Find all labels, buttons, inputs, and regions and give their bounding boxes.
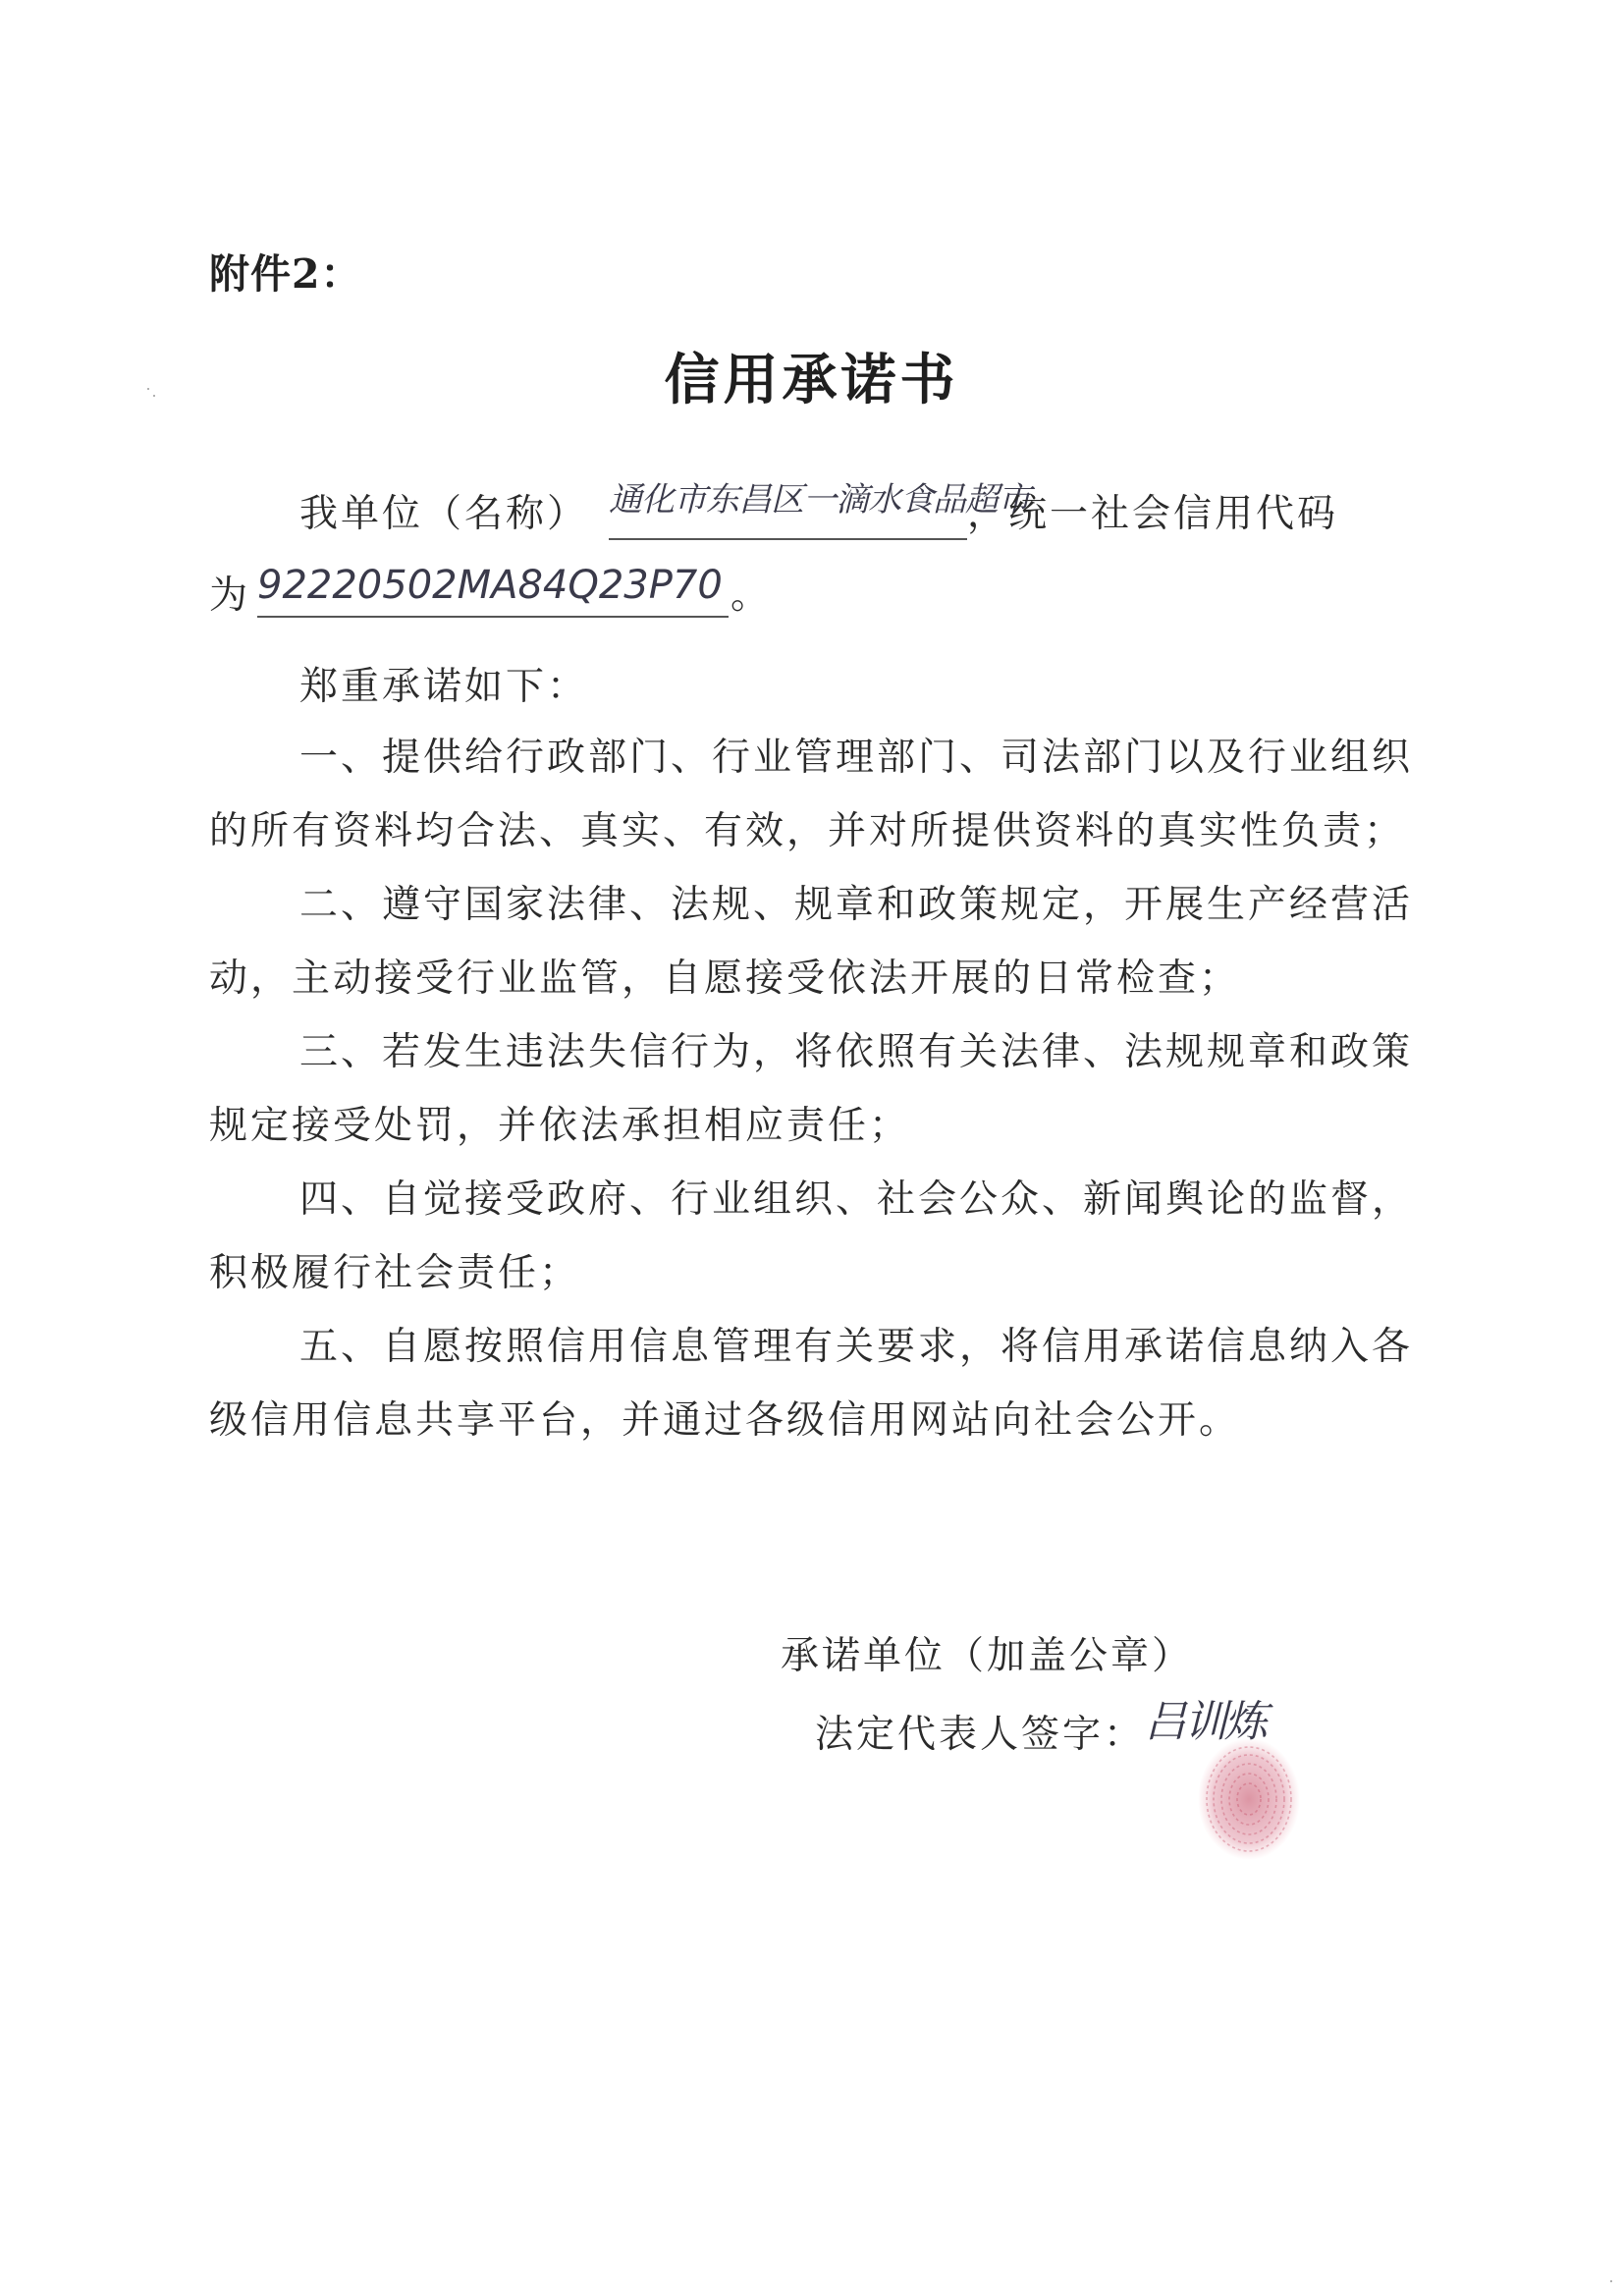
code-prefix: 为: [209, 574, 251, 618]
intro-prefix: 我单位（名称）: [299, 492, 589, 536]
paragraph-line: 四、自觉接受政府、行业组织、社会公众、新闻舆论的监督，: [299, 1177, 1414, 1222]
document-title: 信用承诺书: [664, 348, 959, 412]
scan-speck: [147, 388, 149, 390]
paragraph-line: 积极履行社会责任；: [209, 1251, 581, 1295]
paragraph-line: 级信用信息共享平台，并通过各级信用网站向社会公开。: [209, 1398, 1241, 1443]
legal-rep-signature: 吕训炼: [1144, 1697, 1265, 1747]
paragraph-line: 三、若发生违法失信行为，将依照有关法律、法规规章和政策: [299, 1030, 1414, 1074]
credit-code-handwritten: 92220502MA84Q23P70: [257, 555, 729, 618]
attachment-label: 附件2：: [209, 250, 362, 298]
paragraph-line: 五、自愿按照信用信息管理有关要求，将信用承诺信息纳入各: [299, 1325, 1414, 1369]
code-suffix: 。: [730, 574, 773, 618]
commit-unit-label: 承诺单位（加盖公章）: [781, 1634, 1194, 1678]
scan-speck: [153, 395, 155, 397]
paragraph-line: 一、提供给行政部门、行业管理部门、司法部门以及行业组织: [299, 736, 1414, 780]
paragraph-line: 的所有资料均合法、真实、有效，并对所提供资料的真实性负责；: [209, 809, 1406, 853]
intro-middle: ，统一社会信用代码: [967, 492, 1339, 536]
legal-rep-label: 法定代表人签字：: [815, 1713, 1146, 1757]
scan-speck: [1610, 2280, 1612, 2282]
unit-name-handwritten: 通化市东昌区一滴水食品超市: [609, 469, 967, 540]
commit-heading: 郑重承诺如下：: [299, 665, 589, 709]
paragraph-line: 动，主动接受行业监管，自愿接受依法开展的日常检查；: [209, 957, 1241, 1001]
paragraph-line: 规定接受处罚，并依法承担相应责任；: [209, 1104, 911, 1148]
paragraph-line: 二、遵守国家法律、法规、规章和政策规定，开展生产经营活: [299, 883, 1414, 927]
